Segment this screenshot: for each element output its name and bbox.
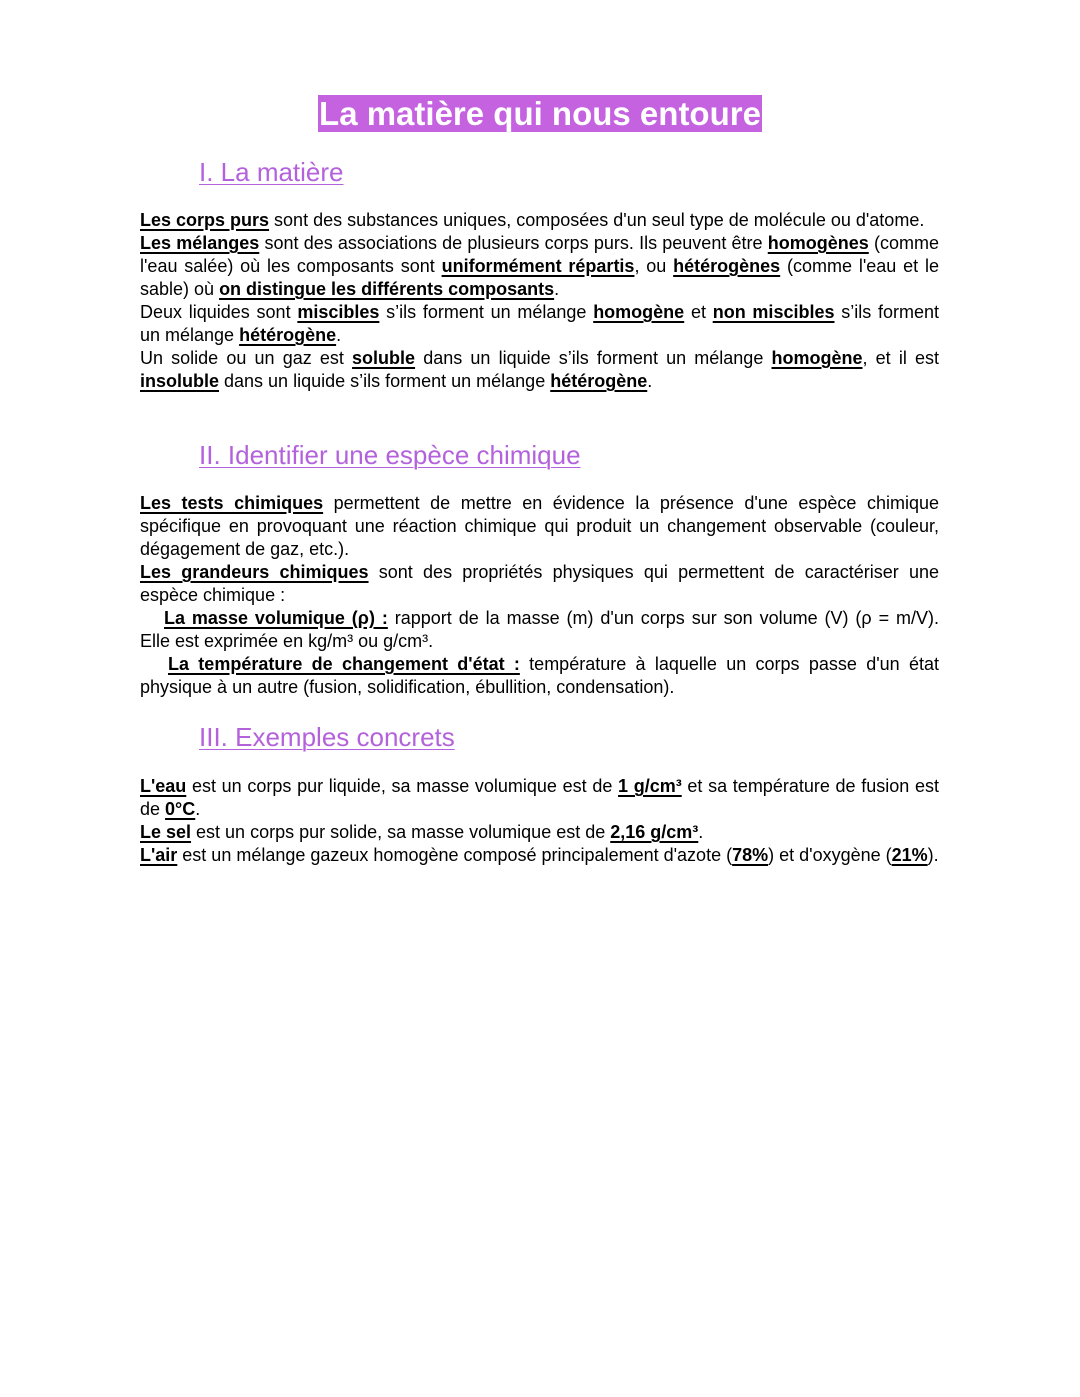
paragraph-sel: Le sel est un corps pur solide, sa masse volumique est de 2,16 g/cm³. xyxy=(140,822,704,842)
section-3-heading: III. Exemples concrets xyxy=(199,722,455,752)
term: Les corps purs xyxy=(140,210,270,230)
page-title: La matière qui nous entoure xyxy=(319,95,761,132)
section-3-body xyxy=(140,775,939,867)
paragraph-melanges: Les mélanges sont des associations de plusieurs corps purs. Ils peuvent être homogènes (comme l'eau salée) où les composants sont uniformément répartis, ou hétérogènes (comme l'eau et le sable) où on distingue les différents composants. xyxy=(140,233,939,299)
paragraph-miscibles: Deux liquides sont miscibles s’ils forment un mélange homogène et non miscibles s’ils forment un mélange hétérogène. xyxy=(140,302,939,345)
section-2-body xyxy=(140,492,939,699)
section-2-heading: II. Identifier une espèce chimique xyxy=(199,440,581,470)
section-1-body xyxy=(140,209,939,393)
paragraph-soluble: Un solide ou un gaz est soluble dans un liquide s’ils forment un mélange homogène, et il est insoluble dans un liquide s’ils forment un mélange hétérogène. xyxy=(140,348,939,391)
paragraph-tests-chimiques: Les tests chimiques permettent de mettre en évidence la présence d'une espèce chimique spécifique en provoquant une réaction chimique qui produit un changement observable (couleur, dégagement de gaz, etc.). xyxy=(140,493,939,559)
paragraph-corps-purs: Les corps purs sont des substances uniques, composées d'un seul type de molécule ou d'atome. xyxy=(140,210,925,230)
paragraph-air: L'air est un mélange gazeux homogène composé principalement d'azote (78%) et d'oxygène (21%). xyxy=(140,845,939,865)
paragraph-eau: L'eau est un corps pur liquide, sa masse volumique est de 1 g/cm³ et sa température de fusion est de 0°C. xyxy=(140,776,939,819)
section-1-heading: I. La matière xyxy=(199,157,344,187)
title-container xyxy=(0,95,1080,132)
paragraph-temperature-changement: La température de changement d'état : température à laquelle un corps passe d'un état physique à un autre (fusion, solidification, ébullition, condensation). xyxy=(140,654,939,697)
paragraph-grandeurs-chimiques: Les grandeurs chimiques sont des propriétés physiques qui permettent de caractériser une espèce chimique : xyxy=(140,562,939,605)
paragraph-masse-volumique: La masse volumique (ρ) : rapport de la masse (m) d'un corps sur son volume (V) (ρ = m/V). Elle est exprimée en kg/m³ ou g/cm³. xyxy=(140,608,939,651)
